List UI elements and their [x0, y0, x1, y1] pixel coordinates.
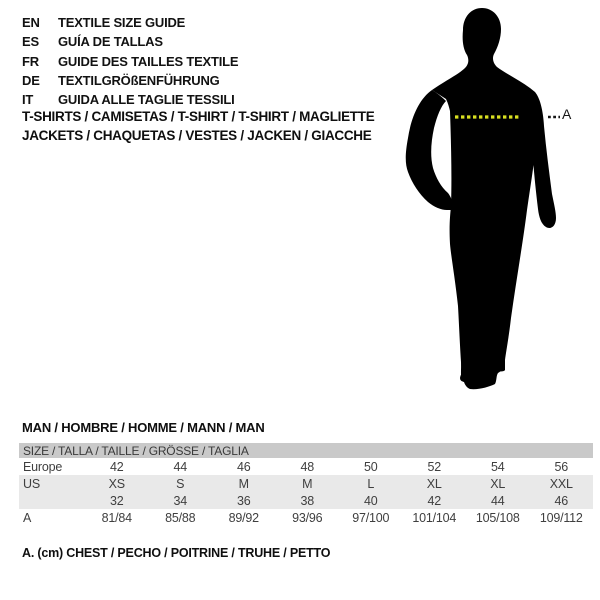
- language-row: [22, 13, 238, 32]
- size-cell: 42: [109, 459, 124, 474]
- language-label: GUIDE DES TAILLES TEXTILE: [58, 53, 239, 69]
- size-cell: 97/100: [352, 511, 390, 525]
- man-silhouette: [403, 6, 578, 396]
- size-cell: L: [367, 476, 375, 491]
- size-table: [19, 443, 593, 527]
- man-silhouette-figure: [403, 6, 578, 396]
- size-cell: 50: [363, 459, 378, 474]
- table-header-label: SIZE / TALLA / TAILLE / GRÖSSE / TAGLIA: [23, 443, 249, 458]
- language-code: DE: [22, 72, 40, 88]
- size-cell: XL: [490, 476, 506, 491]
- size-cell: 32: [109, 493, 124, 508]
- category-line: T-SHIRTS / CAMISETAS / T-SHIRT / T-SHIRT / MAGLIETTE: [22, 109, 375, 124]
- language-label: GUÍA DE TALLAS: [58, 34, 163, 50]
- size-cell: 54: [490, 459, 505, 474]
- table-row-europe: [19, 458, 593, 475]
- size-cell: 109/112: [539, 511, 583, 525]
- size-cell: 93/96: [292, 511, 323, 525]
- section-title: MAN / HOMBRE / HOMME / MANN / MAN: [22, 420, 265, 435]
- language-row: [22, 52, 238, 71]
- size-cell: XS: [108, 476, 125, 491]
- language-row: [22, 32, 238, 51]
- category-list: [22, 108, 374, 145]
- size-cell: 44: [173, 459, 187, 474]
- language-label: TEXTILGRÖßENFÜHRUNG: [58, 72, 220, 88]
- table-row-us: [19, 475, 593, 492]
- language-code: IT: [22, 92, 34, 108]
- size-cell: M: [238, 476, 249, 491]
- language-label: TEXTILE SIZE GUIDE: [58, 15, 186, 30]
- category-line: JACKETS / CHAQUETAS / VESTES / JACKEN / GIACCHE: [22, 127, 372, 143]
- language-label: GUIDA ALLE TAGLIE TESSILI: [58, 92, 235, 108]
- size-cell: 85/88: [165, 511, 196, 525]
- row-label: Europe: [23, 459, 63, 474]
- size-cell: M: [302, 476, 313, 491]
- man-shoe-shape: [460, 345, 505, 389]
- size-cell: S: [176, 476, 185, 491]
- size-cell: XL: [426, 476, 442, 491]
- language-code: EN: [22, 15, 40, 30]
- table-header: [19, 443, 593, 458]
- row-label: US: [23, 476, 40, 491]
- table-row-chest: [19, 509, 593, 527]
- size-cell: 89/92: [228, 511, 259, 525]
- size-cell: 36: [236, 493, 251, 508]
- language-row: [22, 71, 238, 90]
- table-row-us-numeric: [19, 492, 593, 509]
- language-list: [22, 13, 238, 109]
- size-cell: 38: [300, 493, 314, 508]
- language-code: ES: [22, 34, 39, 50]
- row-label: A: [23, 511, 32, 525]
- measure-label-a: A: [562, 106, 572, 122]
- size-cell: XXL: [549, 476, 573, 491]
- size-cell: 34: [173, 493, 187, 508]
- man-left-arm-shape: [406, 90, 455, 210]
- size-cell: 46: [236, 459, 251, 474]
- size-cell: 42: [427, 493, 441, 508]
- size-cell: 40: [363, 493, 378, 508]
- size-cell: 105/108: [475, 511, 520, 525]
- size-cell: 52: [427, 459, 441, 474]
- size-cell: 48: [300, 459, 314, 474]
- size-cell: 101/104: [412, 511, 457, 525]
- language-code: FR: [22, 53, 39, 69]
- size-cell: 56: [554, 459, 568, 474]
- language-row: [22, 90, 238, 109]
- measurement-footnote: A. (cm) CHEST / PECHO / POITRINE / TRUHE / PETTO: [22, 546, 331, 560]
- size-cell: 44: [490, 493, 505, 508]
- size-cell: 46: [554, 493, 568, 508]
- size-cell: 81/84: [101, 511, 132, 525]
